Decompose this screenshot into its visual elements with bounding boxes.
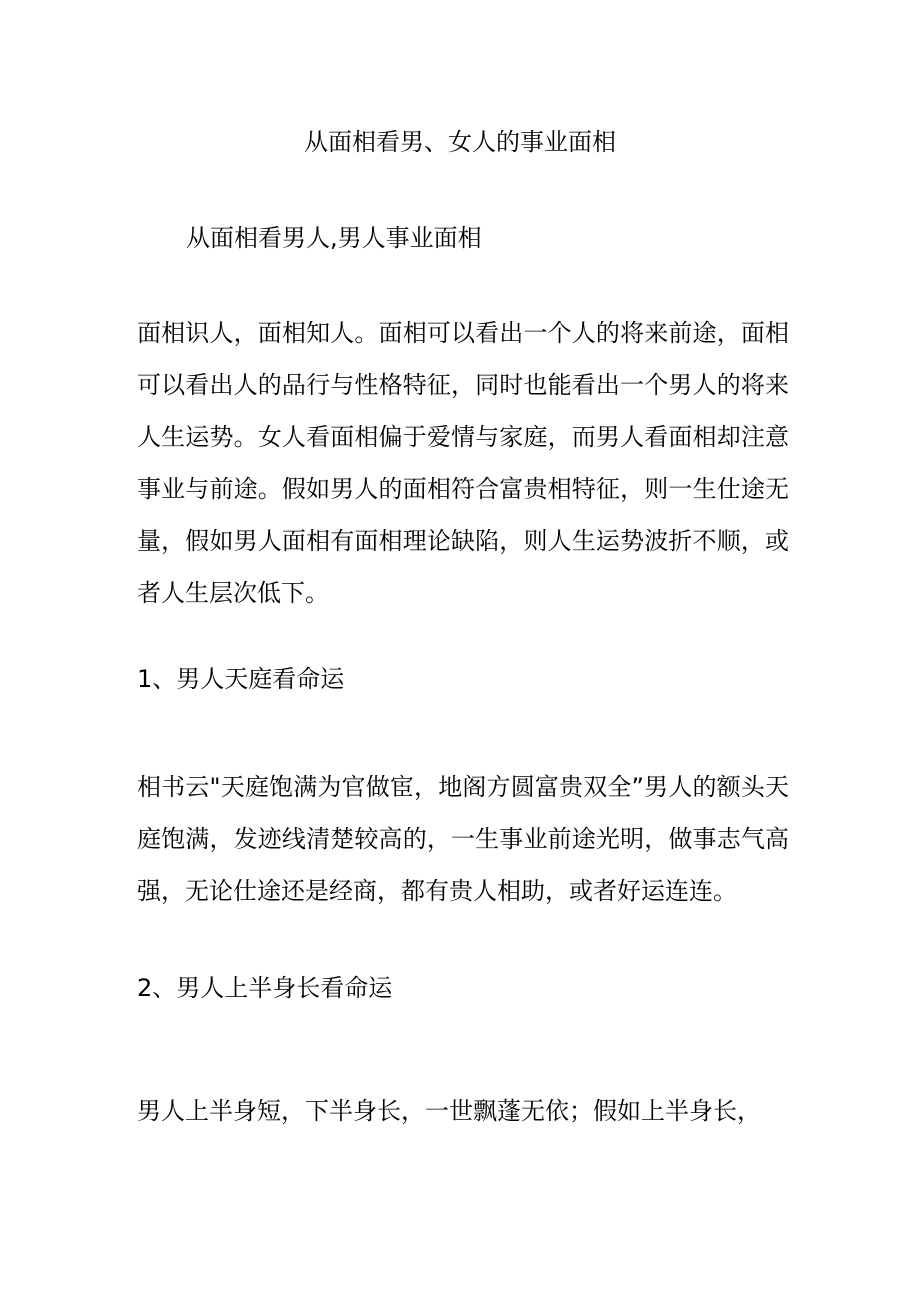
section-body-2: 男人上半身短，下半身长，一世飘蓬无依；假如上半身长， [137,1097,761,1125]
intro-paragraph: 面相识人，面相知人。面相可以看出一个人的将来前途，面相可以看出人的品行与性格特征，同时也能看出一个男人的将来人生运势。女人看面相偏于爱情与家庭，而男人看面相却注意事业与前途。假如男人的面相符合富贵相特征，则一生仕途无量，假如男人面相有面相理论缺陷，则人生运势波折不顺，或者人生层次低下。 [137,319,789,607]
section-heading-2: 2、男人上半身长看命运 [137,974,393,1002]
section-body-1: 相书云"天庭饱满为官做宦，地阁方圆富贵双全”男人的额头天庭饱满，发迹线清楚较高的，一生事业前途光明，做事志气高强，无论仕途还是经商，都有贵人相助，或者好运连连。 [137,773,789,905]
document-title: 从面相看男、女人的事业面相 [304,128,616,156]
document-subtitle: 从面相看男人,男人事业面相 [186,224,482,252]
section-heading-1: 1、男人天庭看命运 [137,665,345,693]
